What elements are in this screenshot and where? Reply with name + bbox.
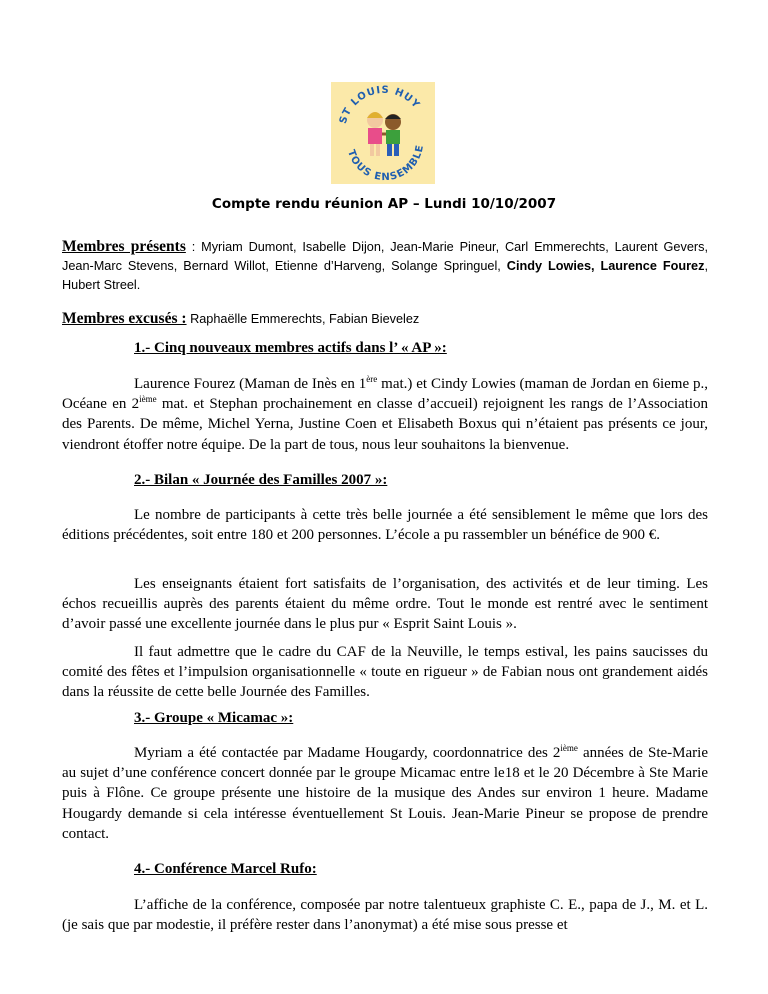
- section-heading-1: 1.- Cinq nouveaux membres actifs dans l’ « AP »:: [134, 340, 447, 356]
- present-names: Myriam Dumont, Isabelle Dijon, Jean-Marie Pineur, Carl Emmerechts, Laurent Gevers, Jean-Marc Stevens, Bernard Willot, Etienne d’Harveng, Solange Springuel,: [62, 240, 708, 273]
- section-3-paragraph: Myriam a été contactée par Madame Hougardy, coordonnatrice des 2ième années de Ste-Marie au sujet d’une conférence concert donnée par le groupe Micamac entre le18 et le 20 Décembre à Ste Marie puis à Flône. Ce groupe présente une histoire de la musique des Andes sur environ 1 heure. Madame Hougardy demande si cela intéresse éventuellement St Louis. Jean-Marie Pineur se propose de prendre contact.: [62, 743, 708, 842]
- present-names-bold: Cindy Lowies, Laurence Fourez: [506, 258, 705, 273]
- section-heading-4: 4.- Conférence Marcel Rufo:: [134, 861, 317, 877]
- section-2-paragraph-1: Le nombre de participants à cette très belle journée a été sensiblement le même que lors des éditions précédentes, soit entre 180 et 200 personnes. L’école a pu rassembler un bénéfice de 900 €.: [62, 507, 708, 544]
- excused-label: Membres excusés :: [62, 310, 187, 327]
- school-logo: [331, 82, 435, 184]
- present-label: Membres présents: [62, 238, 186, 255]
- svg-text:TOUS ENSEMBLE: TOUS ENSEMBLE: [345, 143, 427, 184]
- svg-text:ST LOUIS HUY: ST LOUIS HUY: [337, 84, 422, 126]
- section-heading-3: 3.- Groupe « Micamac »:: [134, 710, 294, 726]
- section-heading-2: 2.- Bilan « Journée des Familles 2007 »:: [134, 472, 388, 488]
- present-members: Membres présents : Myriam Dumont, Isabelle Dijon, Jean-Marie Pineur, Carl Emmerechts, Laurent Gevers, Jean-Marc Stevens, Bernard Willot, Etienne d’Harveng, Solange Springuel, Cindy Lowies, Laurence Fourez, Hubert Streel.: [62, 238, 708, 292]
- excused-names: Raphaëlle Emmerechts, Fabian Bievelez: [186, 312, 420, 326]
- section-4-paragraph: L’affiche de la conférence, composée par notre talentueux graphiste C. E., papa de J., M. et L. (je sais que par modestie, il préfère rester dans l’anonymat) a été mise sous presse et: [62, 897, 708, 934]
- section-2-paragraph-3: Il faut admettre que le cadre du CAF de la Neuville, le temps estival, les pains saucisses du comité des fêtes et l’impulsion organisationnelle « toute en rigueur » de Fabian nous ont grandement aidés dans la réussite de cette belle Journée des Familles.: [62, 644, 708, 701]
- section-1-paragraph: Laurence Fourez (Maman de Inès en 1ère mat.) et Cindy Lowies (maman de Jordan en 6ieme p., Océane en 2ième mat. et Stephan prochainement en classe d’accueil) rejoignent les rangs de l’Association des Parents. De même, Michel Yerna, Justine Coen et Elisabeth Boxus qui n’étaient pas présents ce jour, viendront étoffer notre équipe. De la part de tous, nous leur souhaitons la bienvenue.: [62, 374, 709, 453]
- excused-members: [62, 310, 708, 329]
- logo-image: [331, 82, 435, 184]
- document-title: Compte rendu réunion AP – Lundi 10/10/2007: [211, 196, 557, 212]
- section-2-paragraph-2: Les enseignants étaient fort satisfaits de l’organisation, des activités et de leur timing. Les échos recueillis auprès des parents étaient du même ordre. Tout le monde est rentré avec le sentiment d’avoir passé une excellente journée dans le plus pur « Esprit Saint Louis ».: [62, 576, 708, 633]
